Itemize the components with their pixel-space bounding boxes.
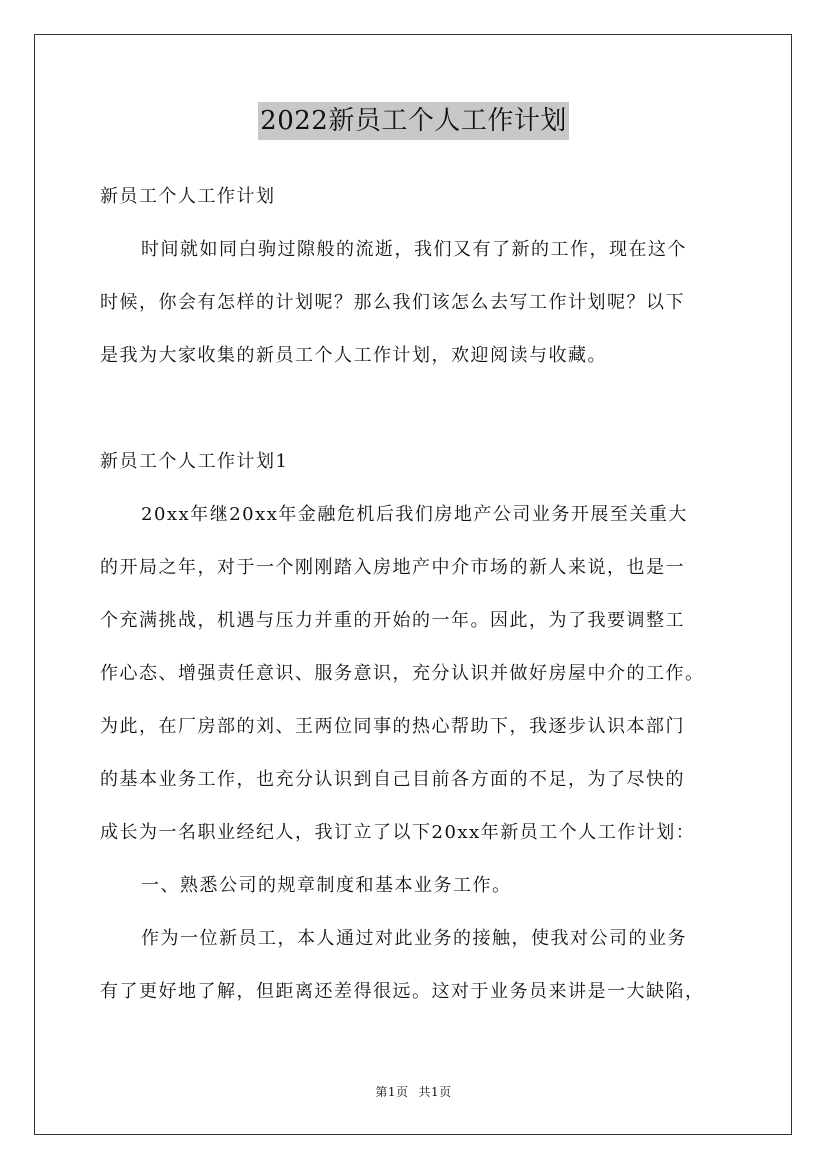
document-title: 2022新员工个人工作计划: [258, 102, 569, 140]
paragraph-line: 时候，你会有怎样的计划呢？那么我们该怎么去写工作计划呢？以下: [100, 292, 685, 313]
document-body: [100, 170, 740, 1018]
section-heading: 新员工个人工作计划: [100, 186, 276, 207]
section-heading: 新员工个人工作计划1: [100, 451, 289, 472]
paragraph-line: 有了更好地了解，但距离还差得很远。这对于业务员来讲是一大缺陷，: [100, 981, 705, 1002]
paragraph-line: 作心态、增强责任意识、服务意识，充分认识并做好房屋中介的工作。: [100, 663, 705, 684]
paragraph-line: 时间就如同白驹过隙般的流逝，我们又有了新的工作，现在这个: [141, 239, 687, 260]
paragraph-line: 的开局之年，对于一个刚刚踏入房地产中介市场的新人来说，也是一: [100, 557, 685, 578]
paragraph-line: 是我为大家收集的新员工个人工作计划，欢迎阅读与收藏。: [100, 345, 607, 366]
page-count: 共1页: [418, 1085, 452, 1099]
paragraph-line: 20xx年继20xx年金融危机后我们房地产公司业务开展至关重大: [141, 504, 688, 525]
paragraph-line: 的基本业务工作，也充分认识到自己目前各方面的不足，为了尽快的: [100, 769, 685, 790]
paragraph-line: 成长为一名职业经纪人，我订立了以下20xx年新员工个人工作计划：: [100, 822, 696, 843]
page-footer: [0, 1083, 827, 1100]
title-container: [0, 102, 827, 140]
paragraph-line: 个充满挑战，机遇与压力并重的开始的一年。因此，为了我要调整工: [100, 610, 685, 631]
paragraph-gap: [100, 382, 740, 435]
list-heading: 一、熟悉公司的规章制度和基本业务工作。: [141, 875, 512, 896]
paragraph-line: 作为一位新员工，本人通过对此业务的接触，使我对公司的业务: [141, 928, 687, 949]
paragraph-line: 为此，在厂房部的刘、王两位同事的热心帮助下，我逐步认识本部门: [100, 716, 685, 737]
page-number: 第1页: [375, 1085, 409, 1099]
